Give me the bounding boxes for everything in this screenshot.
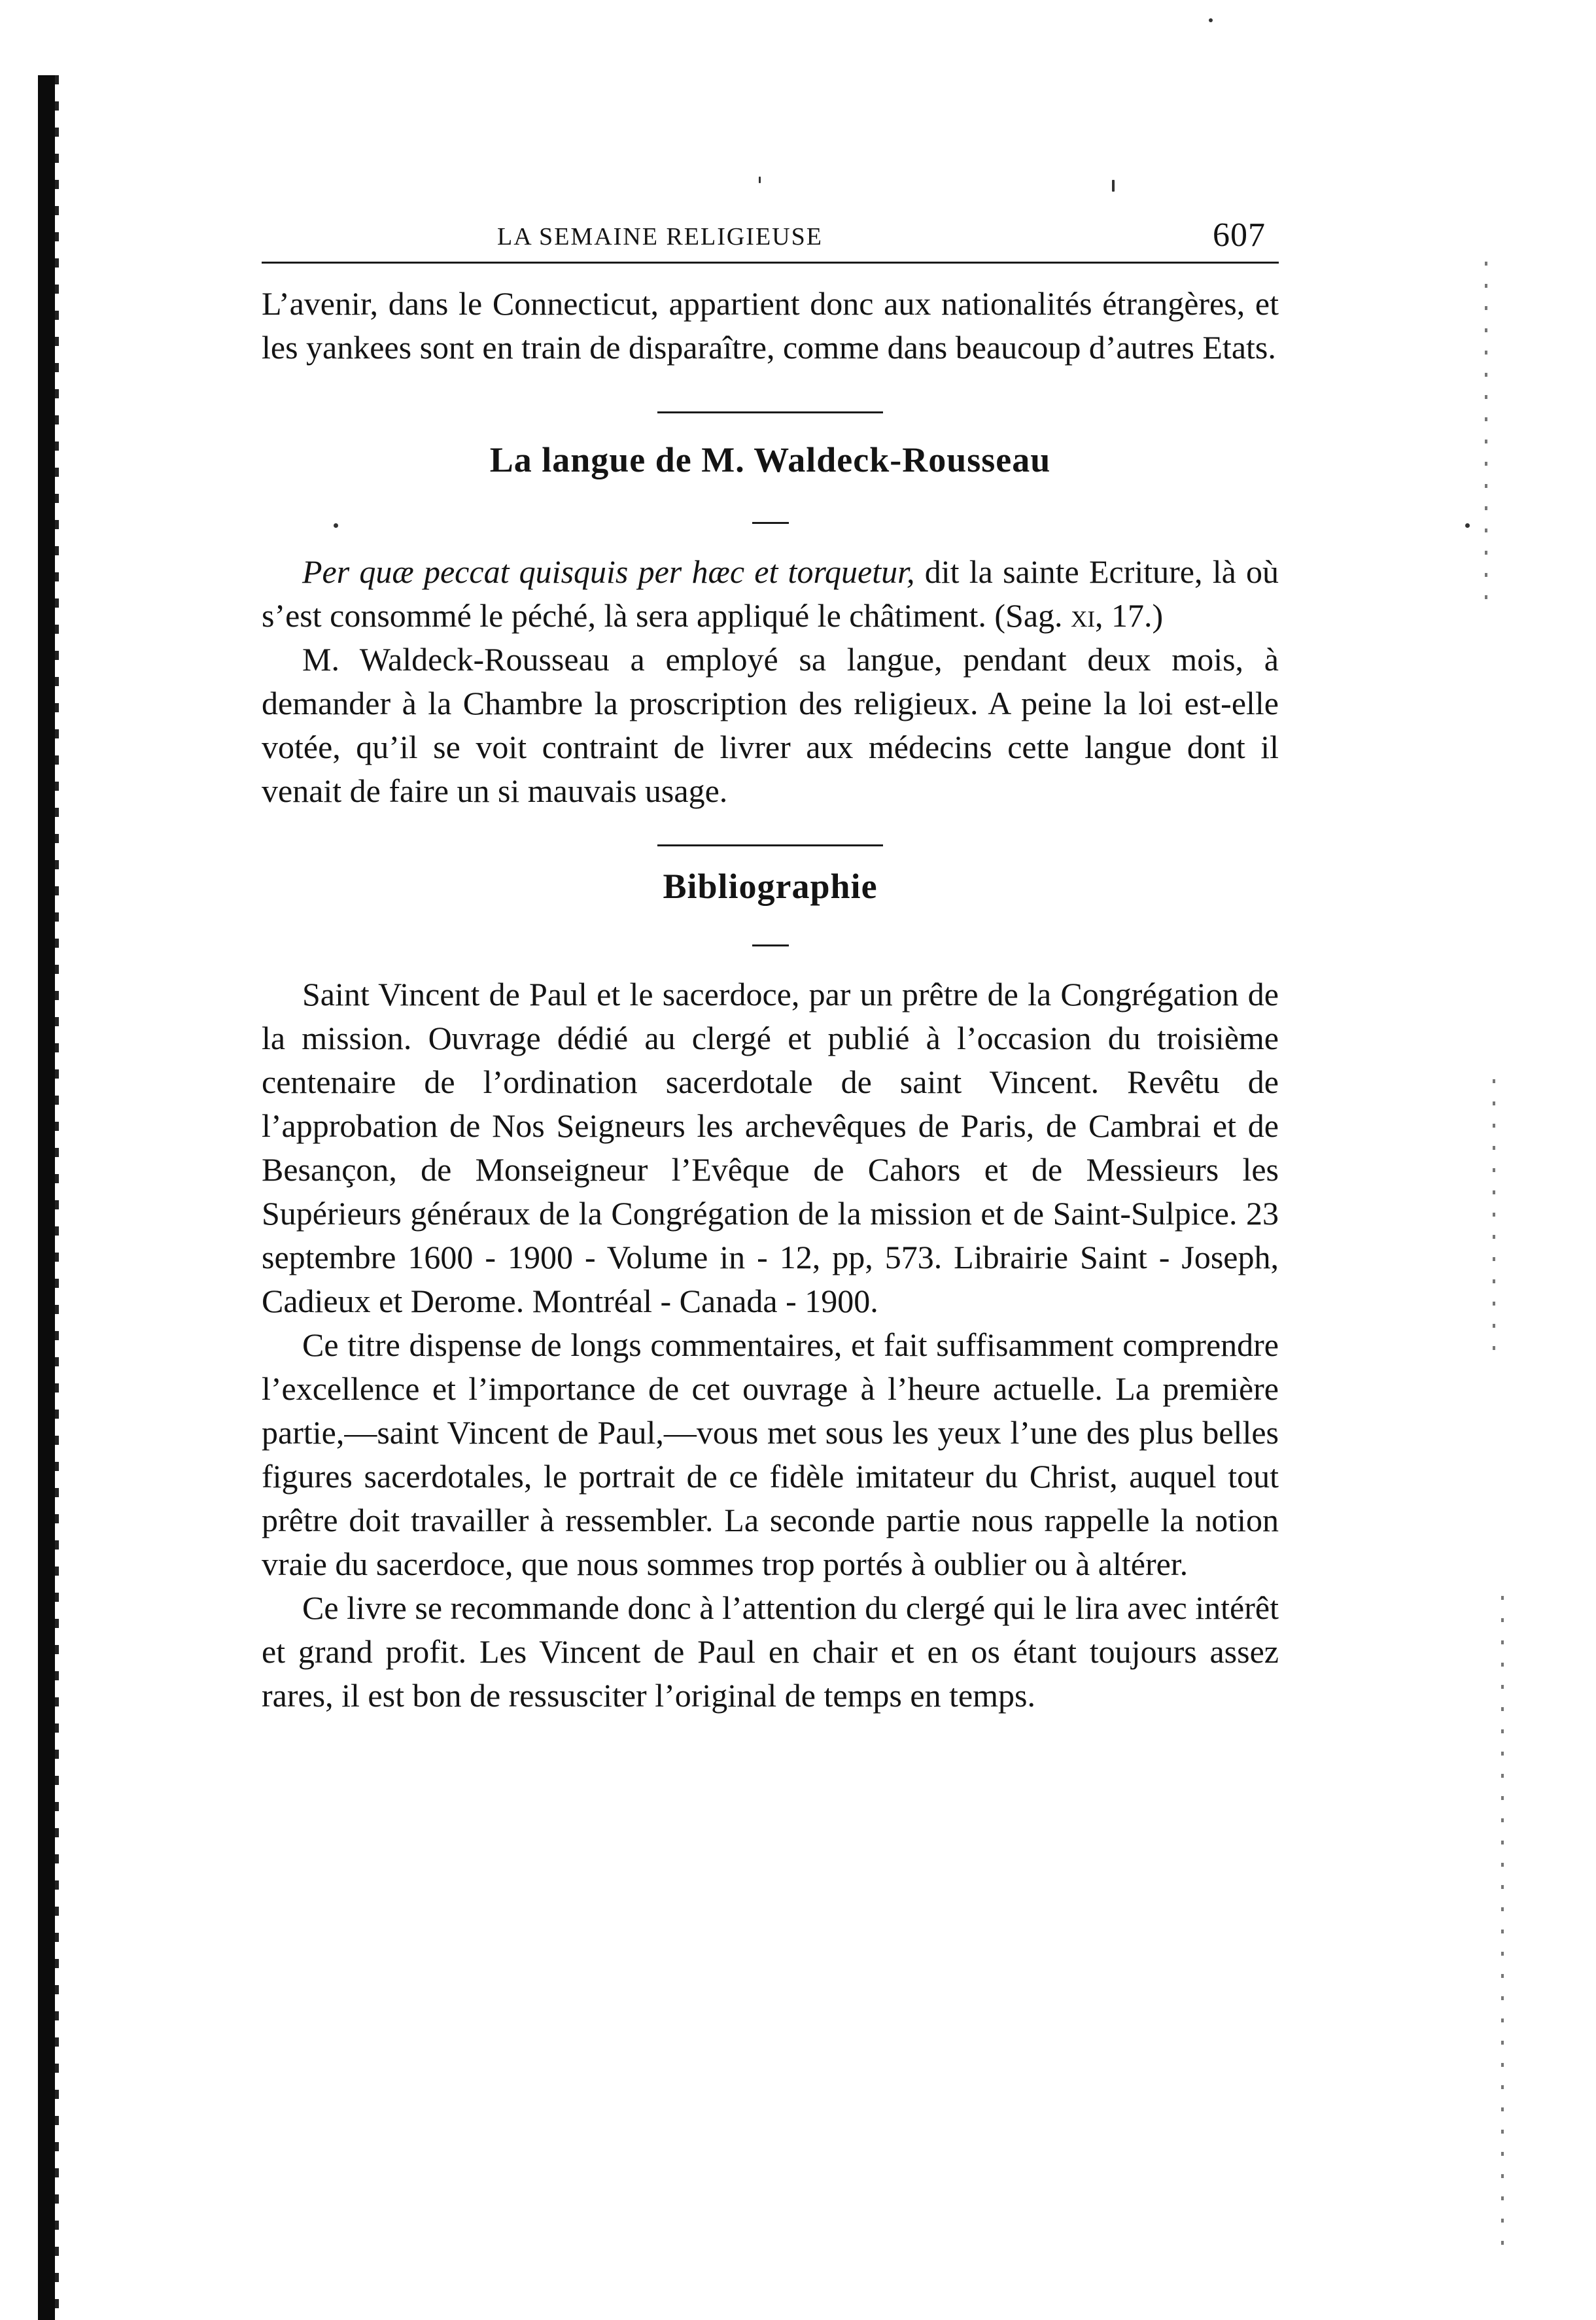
scan-speck [1112, 180, 1115, 192]
scan-margin-dots-middle [1493, 1079, 1495, 1354]
intro-paragraph: L’avenir, dans le Connecticut, appartient donc aux nationalités étrangères, et les yankees sont en train de disparaître, comme dans beaucoup d’autres Etats. [262, 285, 1279, 366]
latin-quote: Per quæ peccat quisquis per hæc et torquetur, [302, 553, 915, 590]
scan-margin-dots-lower [1501, 1596, 1504, 2250]
article-heading-waldeck: La langue de M. Waldeck-Rousseau [489, 440, 1051, 479]
scan-margin-dots-upper [1485, 262, 1487, 602]
article-paragraph: Saint Vincent de Paul et le sacerdoce, par un prêtre de la Congrégation de la mission. Ouvrage dédié au clergé et publié à l’occasion du troisième centenaire de l’ordination sacerdotale de saint Vincent. Revêtu de l’approbation de Nos Seigneurs les archevêques de Paris, de Cambrai et de Besançon, de Monseigneur l’Evêque de Cahors et de Messieurs les Supérieurs généraux de la Congrégation de la mission et de Saint-Sulpice. 23 septembre 1600 - 1900 - Volume in - 12, pp, 573. Librairie Saint - Joseph, Cadieux et Derome. Montréal - Canada - 1900. [262, 976, 1279, 1319]
scan-speck [1465, 523, 1470, 528]
article-paragraph: Per quæ peccat quisquis per hæc et torquetur, dit la sainte Ecriture, là où s’est consommé le péché, là sera appliqué le châtiment. (Sag. xi, 17.) [262, 553, 1279, 634]
article-paragraph: Ce titre dispense de longs commentaires, et fait suffisamment comprendre l’excellence et l’importance de cet ouvrage à l’heure actuelle. La première partie,—saint Vincent de Paul,—vous met sous les yeux l’une des plus belles figures sacerdotales, le portrait de ce fidèle imitateur du Christ, auquel tout prêtre doit travailler à ressembler. La seconde partie nous rappelle la notion vraie du sacerdoce, que nous sommes trop portés à oublier ou à altérer. [262, 1326, 1279, 1582]
article-heading-bibliographie: Bibliographie [663, 867, 878, 906]
page-number: 607 [1213, 216, 1266, 254]
document-page [262, 216, 1279, 1718]
scan-binding-edge-texture [55, 75, 59, 2320]
article-paragraph: M. Waldeck-Rousseau a employé sa langue, pendant deux mois, à demander à la Chambre la proscription des religieux. A peine la loi est-elle votée, qu’il se voit contraint de livrer aux médecins cette langue dont il venait de faire un si mauvais usage. [262, 641, 1279, 809]
header-rule [262, 262, 1279, 264]
running-head [262, 216, 1279, 262]
article-paragraph: Ce livre se recommande donc à l’attention du clergé qui le lira avec intérêt et grand profit. Les Vincent de Paul en chair et en os étant toujours assez rares, il est bon de ressusciter l’original de temps en temps. [262, 1589, 1279, 1714]
scan-speck [1209, 18, 1213, 22]
running-title: LA SEMAINE RELIGIEUSE [497, 223, 823, 251]
scan-speck [759, 177, 761, 183]
scan-binding-edge [38, 75, 55, 2320]
